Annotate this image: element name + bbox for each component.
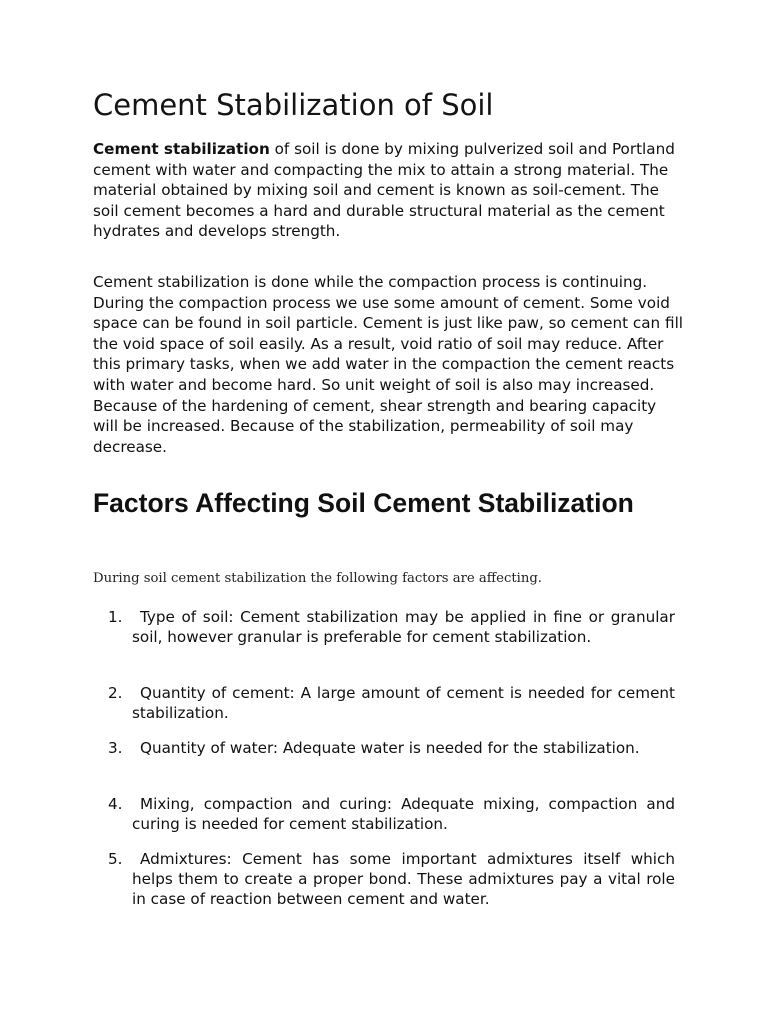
factor-number: 2. [108,684,123,702]
factor-text: Type of soil: Cement stabilization may be applied in fine or granular soil, however granular is preferable for cement stabilization. [132,608,675,646]
factor-item-mixing-compaction-curing [108,794,675,834]
factor-item-type-of-soil [108,607,675,647]
factor-text: Admixtures: Cement has some important admixtures itself which helps them to create a proper bond. These admixtures pay a vital role in case of reaction between cement and water. [132,850,675,908]
factor-number: 4. [108,795,123,813]
factor-number: 5. [108,850,123,868]
paragraph-definition [93,139,685,242]
section-heading: Factors Affecting Soil Cement Stabilization [93,488,634,518]
section-intro: During soil cement stabilization the following factors are affecting. [93,571,542,586]
factor-item-quantity-of-water [108,738,675,758]
factor-item-admixtures [108,849,675,909]
factor-text: Quantity of water: Adequate water is needed for the stabilization. [140,739,640,757]
paragraph-definition-text: of soil is done by mixing pulverized soil and Portland cement with water and compacting the mix to attain a strong material. The material obtained by mixing soil and cement is known as soil-cement. The soil cement becomes a hard and durable structural material as the cement hydrates and develops strength. [93,140,675,241]
factor-item-quantity-of-cement [108,683,675,723]
factor-text: Mixing, compaction and curing: Adequate mixing, compaction and curing is needed for cement stabilization. [132,795,675,833]
factor-number: 3. [108,739,123,757]
paragraph-lead-term: Cement stabilization [93,140,270,158]
factor-text: Quantity of cement: A large amount of cement is needed for cement stabilization. [132,684,675,722]
paragraph-process: Cement stabilization is done while the compaction process is continuing. During the compaction process we use some amount of cement. Some void space can be found in soil particle. Cement is just like paw, so cement can fill the void space of soil easily. As a result, void ratio of soil may reduce. After this primary tasks, when we add water in the compaction the cement reacts with water and become hard. So unit weight of soil is also may increased. Because of the hardening of cement, shear strength and bearing capacity will be increased. Because of the stabilization, permeability of soil may decrease. [93,273,684,456]
factor-number: 1. [108,608,123,626]
document-title: Cement Stabilization of Soil [93,88,494,122]
